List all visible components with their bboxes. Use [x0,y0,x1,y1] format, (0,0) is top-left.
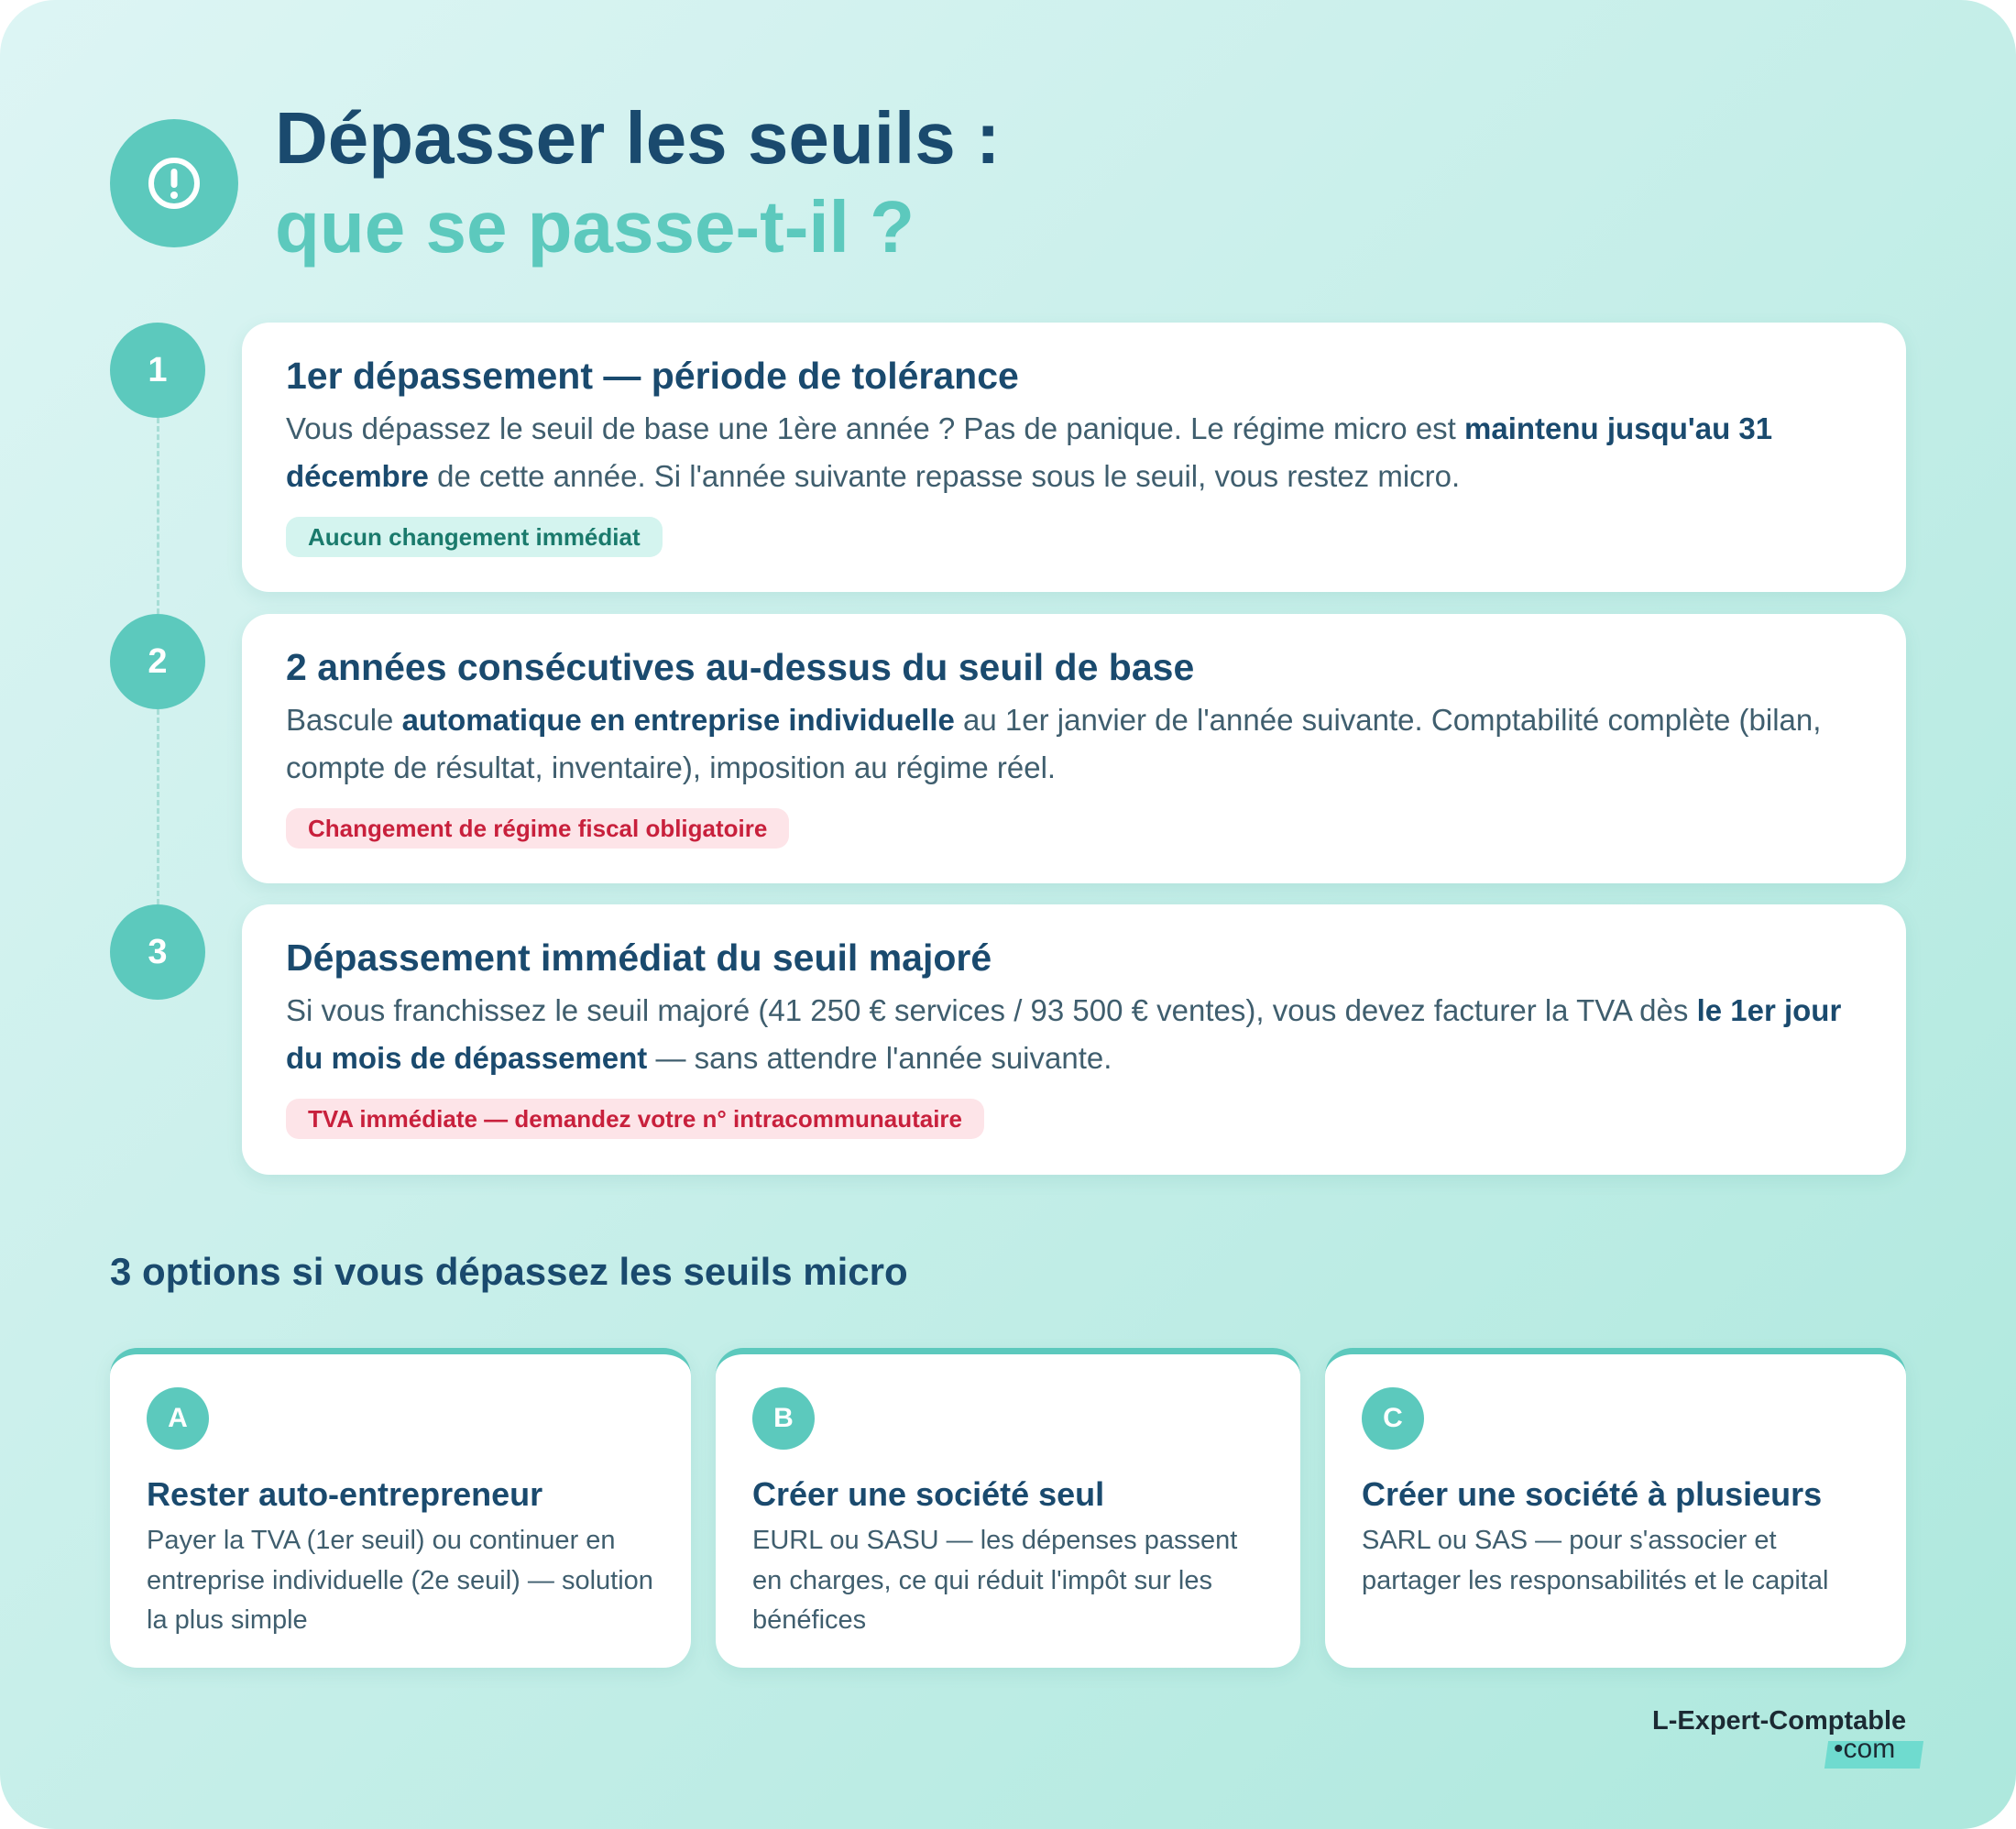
step-description: Vous dépassez le seuil de base une 1ère année ? Pas de panique. Le régime micro est maintenu jusqu'au 31 décembre de cette année. Si l'année suivante repasse sous le seuil, vous restez micro. [286,411,1773,493]
option-letter-badge: C [1362,1387,1424,1450]
page-subtitle: que se passe-t-il ? [275,186,915,268]
option-card-b [716,1348,1300,1668]
step-number-3: 3 [110,904,205,1000]
step-number-1: 1 [110,323,205,418]
option-card-c [1325,1348,1906,1668]
timeline-connector [157,709,159,904]
step-card-2 [242,614,1906,883]
alert-circle-icon [110,119,238,247]
option-description: SARL ou SAS — pour s'associer et partager les responsabilités et le capital [1362,1526,1829,1595]
timeline-connector [157,418,159,614]
page-title: Dépasser les seuils : [275,97,1001,179]
step-description: Si vous franchissez le seuil majoré (41 250 € services / 93 500 € ventes), vous devez facturer la TVA dès le 1er jour du mois de dépassement — sans attendre l'année suivante. [286,993,1842,1075]
step-title: 2 années consécutives au-dessus du seuil de base [286,646,1195,688]
step-number-2: 2 [110,614,205,709]
step-title: 1er dépassement — période de tolérance [286,355,1019,397]
options-heading: 3 options si vous dépassez les seuils micro [110,1250,908,1293]
step-card-1 [242,323,1906,592]
step-title: Dépassement immédiat du seuil majoré [286,936,992,979]
step-card-3 [242,904,1906,1175]
option-title: Créer une société à plusieurs [1362,1475,1823,1513]
status-badge: Changement de régime fiscal obligatoire [286,808,789,849]
option-description: EURL ou SASU — les dépenses passent en charges, ce qui réduit l'impôt sur les bénéfices [752,1526,1238,1635]
option-title: Rester auto-entrepreneur [147,1475,543,1513]
step-description: Bascule automatique en entreprise individuelle au 1er janvier de l'année suivante. Comptabilité complète (bilan, compte de résultat, inventaire), imposition au régime réel. [286,703,1822,784]
option-title: Créer une société seul [752,1475,1105,1513]
exclamation-icon [145,154,203,213]
option-description: Payer la TVA (1er seuil) ou continuer en entreprise individuelle (2e seuil) — solution la plus simple [147,1526,653,1635]
option-letter-badge: A [147,1387,209,1450]
logo-suffix: •com [1834,1734,1896,1764]
status-badge: Aucun changement immédiat [286,517,663,557]
brand-logo [1652,1706,1927,1780]
option-card-a [110,1348,691,1668]
logo-wordmark: L-Expert-Comptable [1652,1706,1907,1736]
status-badge: TVA immédiate — demandez votre n° intracommunautaire [286,1099,984,1139]
option-letter-badge: B [752,1387,815,1450]
